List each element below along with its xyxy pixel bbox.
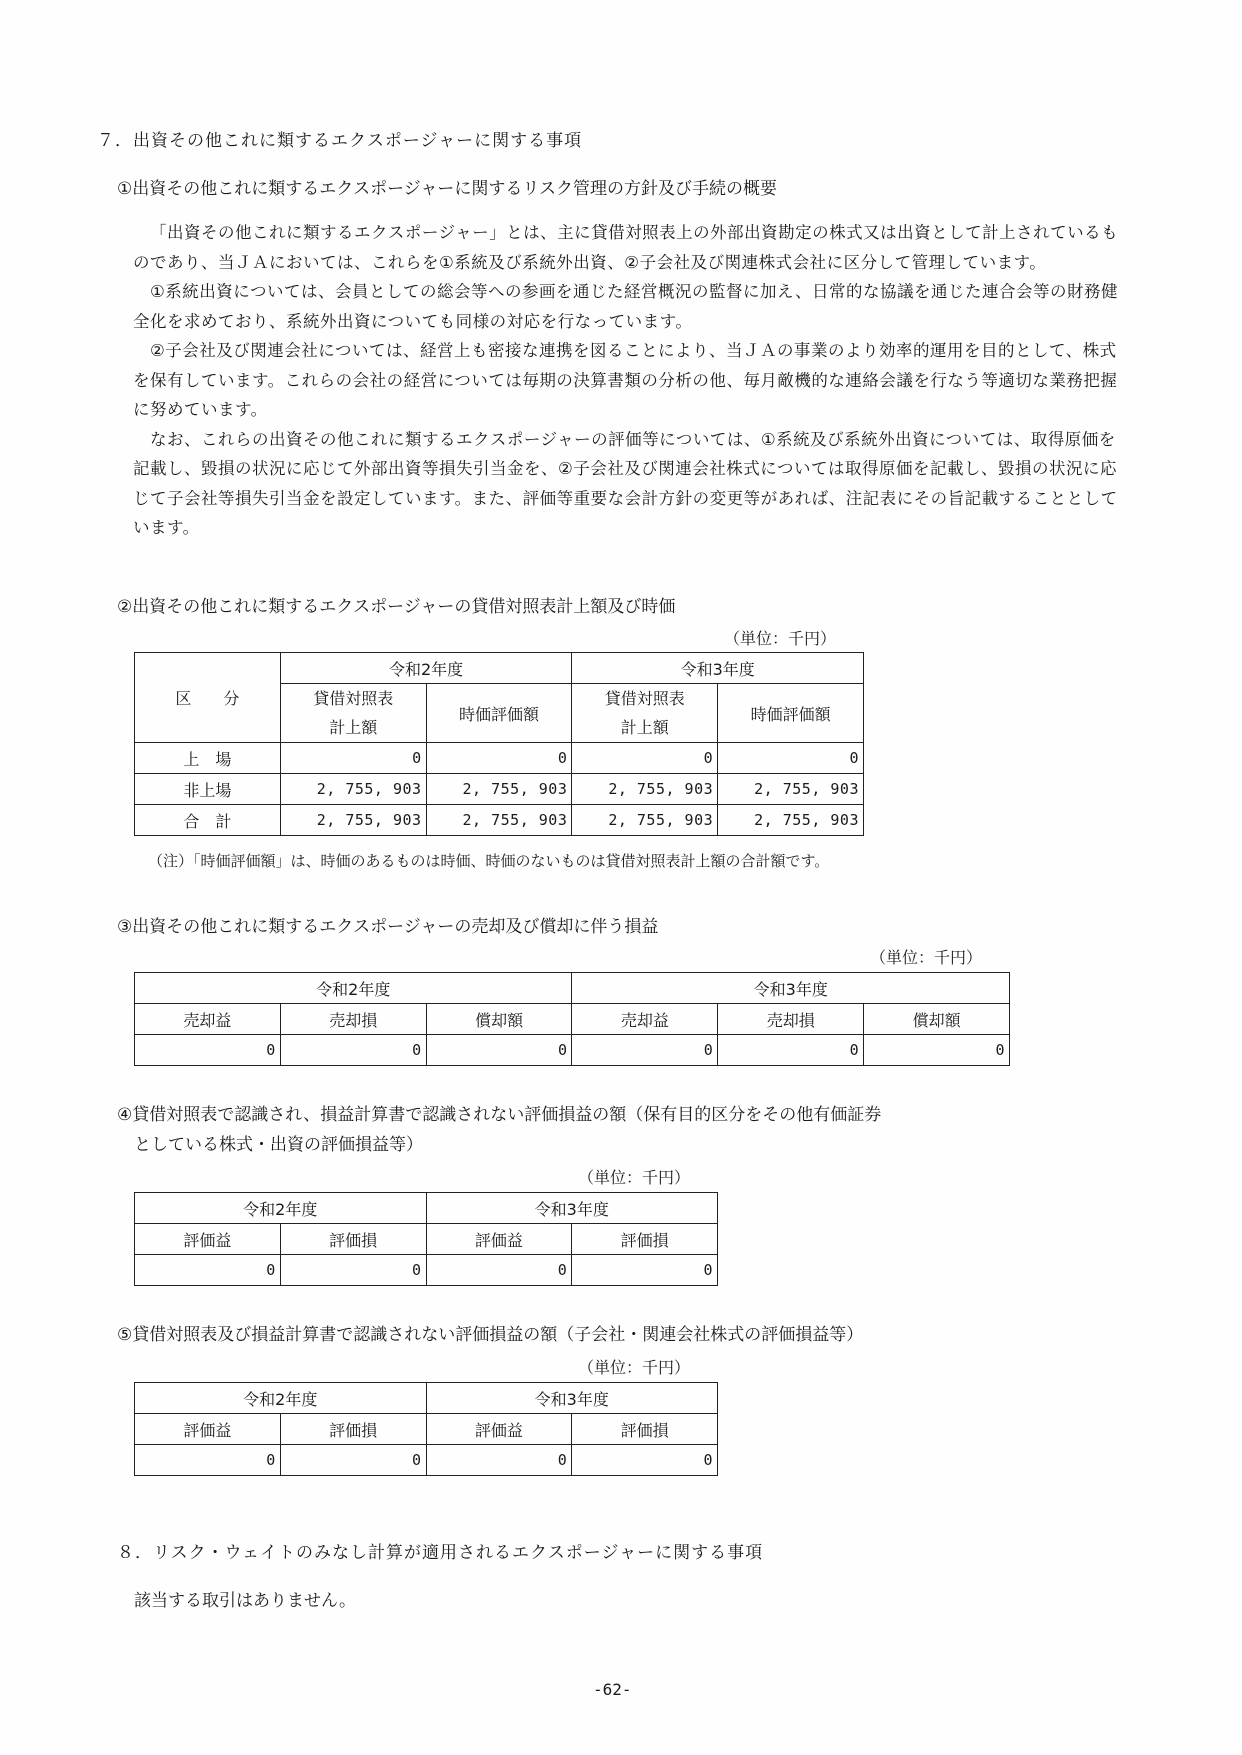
year-header: 令和2年度: [135, 1193, 427, 1224]
col-header: 評価損: [280, 1414, 426, 1445]
cell-value: 0: [718, 1035, 864, 1066]
col-category-header: 区 分: [135, 653, 281, 743]
col-header: 評価損: [572, 1414, 718, 1445]
table-row: [135, 1255, 718, 1286]
bs-amount-header: 貸借対照表 計上額: [572, 684, 718, 743]
table-row: [135, 774, 864, 805]
year-header: 令和3年度: [426, 1193, 718, 1224]
cell-value: 2, 755, 903: [572, 805, 718, 836]
sub4-heading-line2: としている株式・出資の評価損益等）: [134, 1135, 423, 1155]
cell-value: 0: [280, 1035, 426, 1066]
sub1-paragraph: ②子会社及び関連会社については、経営上も密接な連携を図ることにより、当ＪＡの事業のより効率的運用を目的として、株式を保有しています。これらの会社の経営については毎期の決算書類の分析の他、毎月敵機的な連絡会議を行なう等適切な業務把握に努めています。: [133, 341, 1118, 419]
col-header: 評価益: [426, 1224, 572, 1255]
sub4-table: [134, 1192, 718, 1286]
cell-value: 0: [135, 1255, 281, 1286]
sub2-table: [134, 652, 864, 836]
col-header: 償却額: [864, 1004, 1010, 1035]
bs-amount-header: 貸借対照表 計上額: [280, 684, 426, 743]
cell-value: 2, 755, 903: [718, 805, 864, 836]
sub3-table: [134, 972, 1010, 1066]
col-header: 評価損: [280, 1224, 426, 1255]
col-header: 売却損: [718, 1004, 864, 1035]
col-header: 評価益: [426, 1414, 572, 1445]
cell-value: 2, 755, 903: [426, 805, 572, 836]
col-header: 評価益: [135, 1224, 281, 1255]
cell-value: 0: [426, 1035, 572, 1066]
sub2-heading: ②出資その他これに類するエクスポージャーの貸借対照表計上額及び時価: [117, 597, 676, 617]
section7-heading: ７．出資その他これに類するエクスポージャーに関する事項: [97, 131, 583, 151]
col-header: 売却益: [135, 1004, 281, 1035]
cell-value: 2, 755, 903: [718, 774, 864, 805]
sub4-heading-line1: ④貸借対照表で認識され、損益計算書で認識されない評価損益の額（保有目的区分をその他有価証券: [117, 1105, 882, 1125]
col-header: 償却額: [426, 1004, 572, 1035]
sub1-paragraph: ①系統出資については、会員としての総会等への参画を通じた経営概況の監督に加え、日常的な協議を通じた連合会等の財務健全化を求めており、系統外出資についても同様の対応を行なっています。: [133, 282, 1118, 331]
page-number: -62-: [593, 1680, 632, 1699]
cell-value: 0: [572, 743, 718, 774]
row-label: 上 場: [135, 743, 281, 774]
cell-value: 0: [280, 743, 426, 774]
sub1-paragraph: なお、これらの出資その他これに類するエクスポージャーの評価等については、①系統及び系統外出資については、取得原価を記載し、毀損の状況に応じて外部出資等損失引当金を、②子会社及び関連会社株式については取得原価を記載し、毀損の状況に応じて子会社等損失引当金を設定しています。また、評価等重要な会計方針の変更等があれば、注記表にその旨記載することとしています。: [133, 429, 1118, 537]
cell-value: 0: [572, 1445, 718, 1476]
cell-value: 0: [426, 1445, 572, 1476]
col-header: 評価益: [135, 1414, 281, 1445]
cell-value: 0: [426, 743, 572, 774]
sub3-unit: （単位：千円）: [870, 948, 983, 967]
cell-value: 0: [135, 1035, 281, 1066]
cell-value: 2, 755, 903: [280, 805, 426, 836]
sub5-unit: （単位：千円）: [578, 1358, 691, 1377]
section8-heading: ８．リスク・ウェイトのみなし計算が適用されるエクスポージャーに関する事項: [117, 1543, 764, 1563]
cell-value: 2, 755, 903: [426, 774, 572, 805]
sub1-body: [133, 218, 1123, 543]
table-row: [135, 1035, 1010, 1066]
section8-body: 該当する取引はありません。: [134, 1591, 357, 1611]
sub1-paragraph: 「出資その他これに類するエクスポージャー」とは、主に貸借対照表上の外部出資勘定の株式又は出資として計上されているものであり、当ＪＡにおいては、これらを①系統及び系統外出資、②子会社及び関連株式会社に区分して管理しています。: [133, 223, 1119, 272]
cell-value: 2, 755, 903: [572, 774, 718, 805]
year-header: 令和3年度: [572, 653, 864, 684]
cell-value: 0: [572, 1255, 718, 1286]
sub4-unit: （単位：千円）: [578, 1168, 691, 1187]
fair-value-header: 時価評価額: [718, 684, 864, 743]
sub5-heading: ⑤貸借対照表及び損益計算書で認識されない評価損益の額（子会社・関連会社株式の評価損益等）: [117, 1325, 864, 1345]
cell-value: 0: [572, 1035, 718, 1066]
cell-value: 0: [426, 1255, 572, 1286]
sub2-unit: （単位：千円）: [724, 629, 837, 648]
year-header: 令和3年度: [426, 1383, 718, 1414]
sub2-note: （注）「時価評価額」は、時価のあるものは時価、時価のないものは貸借対照表計上額の合計額です。: [148, 852, 830, 870]
cell-value: 0: [280, 1255, 426, 1286]
cell-value: 0: [718, 743, 864, 774]
col-header: 評価損: [572, 1224, 718, 1255]
sub1-heading: ①出資その他これに類するエクスポージャーに関するリスク管理の方針及び手続の概要: [117, 179, 778, 199]
cell-value: 2, 755, 903: [280, 774, 426, 805]
sub5-table: [134, 1382, 718, 1476]
year-header: 令和2年度: [135, 973, 572, 1004]
col-header: 売却損: [280, 1004, 426, 1035]
year-header: 令和3年度: [572, 973, 1010, 1004]
cell-value: 0: [864, 1035, 1010, 1066]
col-header: 売却益: [572, 1004, 718, 1035]
year-header: 令和2年度: [135, 1383, 427, 1414]
fair-value-header: 時価評価額: [426, 684, 572, 743]
row-label: 非上場: [135, 774, 281, 805]
table-row: [135, 1445, 718, 1476]
table-row: [135, 805, 864, 836]
table-row: [135, 743, 864, 774]
row-label: 合 計: [135, 805, 281, 836]
sub3-heading: ③出資その他これに類するエクスポージャーの売却及び償却に伴う損益: [117, 917, 659, 937]
cell-value: 0: [135, 1445, 281, 1476]
year-header: 令和2年度: [280, 653, 572, 684]
cell-value: 0: [280, 1445, 426, 1476]
